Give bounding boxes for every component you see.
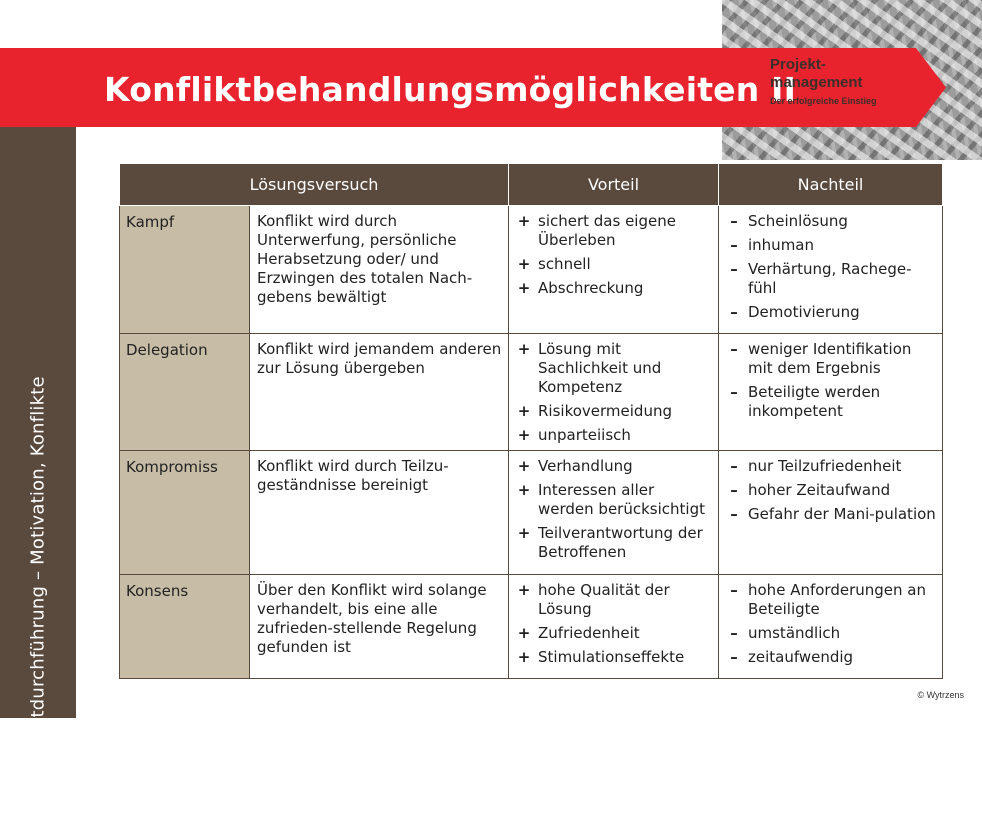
table-row [120,334,943,451]
plus-icon: + [517,212,531,230]
minus-icon: – [730,383,738,401]
brand-logo-text [770,56,877,108]
con-list-cell [719,451,943,575]
approach-description: Konflikt wird jemandem anderen zur Lösung übergeben [250,334,509,451]
plus-icon: + [517,255,531,273]
con-item-text: umständlich [748,624,841,642]
pro-item-text: Risikovermeidung [538,402,672,420]
con-item-text: hohe Anforderungen an Beteiligte [748,581,926,618]
pro-item-text: Interessen aller werden berücksichtigt [538,481,705,518]
pro-item [515,212,712,250]
pro-item-text: Teilverantwortung der Betroffenen [538,524,703,561]
minus-icon: – [730,260,738,278]
plus-icon: + [517,340,531,358]
pro-item-text: Lösung mit Sachlichkeit und Kompetenz [538,340,662,396]
con-item-text: Verhärtung, Rachege-fühl [748,260,912,297]
pro-item [515,648,712,667]
pro-item [515,524,712,562]
con-item-text: inhuman [748,236,814,254]
con-item [725,260,936,298]
minus-icon: – [730,212,738,230]
brand-line2: management [770,74,863,91]
con-item-text: zeitaufwendig [748,648,854,666]
copyright: © Wytrzens [917,690,964,700]
approach-description: Konflikt wird durch Unterwerfung, persönliche Herabsetzung oder/ und Erzwingen des totalen Nach-gebens bewältigt [250,206,509,334]
sidebar-title: Projektdurchführung – Motivation, Konflikte [27,376,49,774]
pros-list [515,457,712,562]
sidebar [0,127,76,825]
approach-name: Konsens [120,575,250,679]
cons-list [725,340,936,421]
cons-list [725,212,936,322]
pro-item [515,624,712,643]
minus-icon: – [730,648,738,666]
con-item-text: Demotivierung [748,303,860,321]
page-number: 28 [32,814,44,825]
approach-name: Delegation [120,334,250,451]
plus-icon: + [517,457,531,475]
table-header-row [120,164,943,206]
con-item [725,581,936,619]
pro-item-text: Verhandlung [538,457,633,475]
minus-icon: – [730,481,738,499]
con-item [725,236,936,255]
con-item-text: Beteiligte werden inkompetent [748,383,881,420]
table-row [120,451,943,575]
pro-item-text: sichert das eigene Überleben [538,212,676,249]
pro-list-cell [509,334,719,451]
pros-list [515,212,712,298]
pro-item [515,457,712,476]
plus-icon: + [517,624,531,642]
con-item [725,648,936,667]
brand-line1: Projekt- [770,56,826,73]
pro-item-text: Abschreckung [538,279,644,297]
con-list-cell [719,334,943,451]
cons-list [725,581,936,667]
con-item [725,340,936,378]
plus-icon: + [517,279,531,297]
pro-item-text: hohe Qualität der Lösung [538,581,670,618]
con-item [725,383,936,421]
minus-icon: – [730,303,738,321]
con-item [725,481,936,500]
cons-list [725,457,936,524]
pros-list [515,340,712,445]
con-item-text: Scheinlösung [748,212,848,230]
table-body [120,206,943,679]
plus-icon: + [517,426,531,444]
header-pro: Vorteil [509,164,719,206]
minus-icon: – [730,624,738,642]
pro-item [515,255,712,274]
con-item [725,303,936,322]
approach-name: Kompromiss [120,451,250,575]
plus-icon: + [517,402,531,420]
approach-description: Über den Konflikt wird solange verhandelt, bis eine alle zufrieden-stellende Regelung gefunden ist [250,575,509,679]
approach-name: Kampf [120,206,250,334]
brand-line3: Der erfolgreiche Einstieg [770,96,877,106]
pro-list-cell [509,206,719,334]
minus-icon: – [730,581,738,599]
page-title: Konfliktbehandlungsmöglichkeiten II [104,70,797,109]
minus-icon: – [730,505,738,523]
con-item [725,212,936,231]
con-item-text: hoher Zeitaufwand [748,481,891,499]
con-list-cell [719,575,943,679]
con-item [725,457,936,476]
conflict-table [119,163,943,679]
plus-icon: + [517,481,531,499]
header-approach: Lösungsversuch [120,164,509,206]
con-item-text: Gefahr der Mani-pulation [748,505,936,523]
plus-icon: + [517,581,531,599]
pro-item [515,581,712,619]
minus-icon: – [730,340,738,358]
pro-item-text: unparteiisch [538,426,631,444]
pro-item-text: Zufriedenheit [538,624,640,642]
minus-icon: – [730,236,738,254]
con-item [725,624,936,643]
con-item-text: nur Teilzufriedenheit [748,457,902,475]
minus-icon: – [730,457,738,475]
con-item [725,505,936,524]
table-row [120,206,943,334]
pro-item [515,426,712,445]
conflict-table-wrap [119,163,942,666]
pro-item [515,340,712,397]
pro-list-cell [509,451,719,575]
header-con: Nachteil [719,164,943,206]
pro-item-text: schnell [538,255,591,273]
con-item-text: weniger Identifikation mit dem Ergebnis [748,340,912,377]
pro-item [515,402,712,421]
pros-list [515,581,712,667]
pro-item [515,481,712,519]
plus-icon: + [517,648,531,666]
con-list-cell [719,206,943,334]
pro-item [515,279,712,298]
pro-item-text: Stimulationseffekte [538,648,685,666]
pro-list-cell [509,575,719,679]
table-row [120,575,943,679]
plus-icon: + [517,524,531,542]
approach-description: Konflikt wird durch Teilzu-geständnisse bereinigt [250,451,509,575]
